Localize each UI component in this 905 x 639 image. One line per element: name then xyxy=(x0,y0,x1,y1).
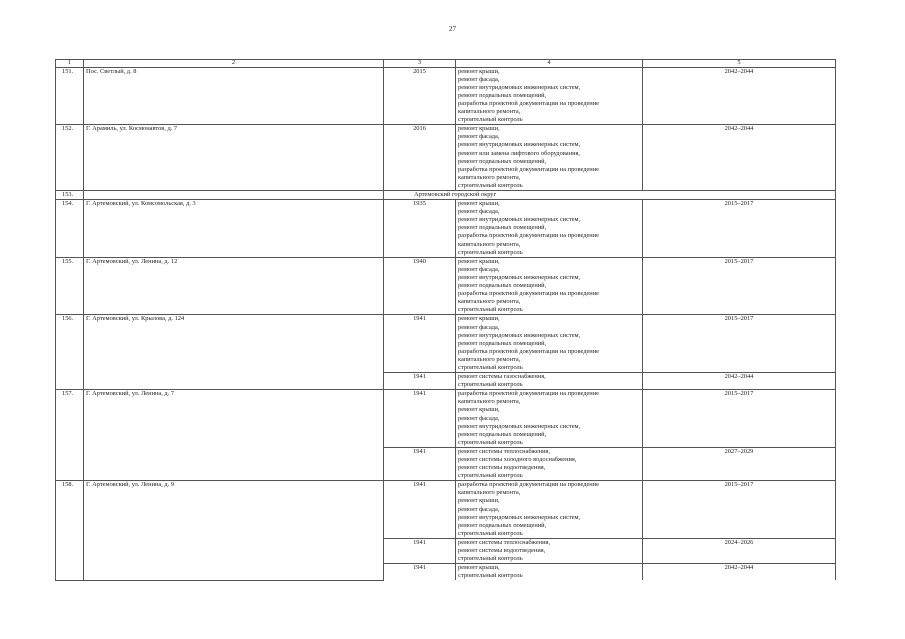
work-item: строительный контроль xyxy=(458,381,523,389)
table-row xyxy=(56,67,836,125)
period-cell: 2042–2044 xyxy=(643,373,836,390)
period-cell: 2042–2044 xyxy=(643,564,836,581)
page-number: 27 xyxy=(449,25,456,33)
work-item: ремонт системы газоснабжения, xyxy=(458,373,546,381)
table-row xyxy=(56,390,836,448)
row-number: 152. xyxy=(56,125,84,191)
table-row xyxy=(56,257,836,315)
work-item: ремонт крыши, xyxy=(458,497,500,505)
work-item: капитального ремонта, xyxy=(458,298,521,306)
period-cell: 2015–2017 xyxy=(643,200,836,258)
column-number-4: 4 xyxy=(456,60,643,68)
work-item: ремонт подвальных помещений, xyxy=(458,339,547,347)
work-item: строительный контроль xyxy=(458,572,523,580)
table-row xyxy=(56,125,836,191)
works-cell xyxy=(456,373,643,390)
row-number: 154. xyxy=(56,200,84,258)
work-item: ремонт крыши, xyxy=(458,315,500,323)
address-cell: Пос. Светлый, д. 8 xyxy=(84,67,384,125)
period-cell: 2015–2017 xyxy=(643,481,836,539)
row-number: 155. xyxy=(56,257,84,315)
work-item: разработка проектной документации на проведение xyxy=(458,99,599,107)
period-cell: 2042–2044 xyxy=(643,67,836,125)
work-item: ремонт внутридомовых инженерных систем, xyxy=(458,422,581,430)
period-cell: 2015–2017 xyxy=(643,390,836,448)
address-cell: Г. Артемовский, ул. Ленина, д. 12 xyxy=(84,257,384,315)
work-item: разработка проектной документации на проведение xyxy=(458,232,599,240)
work-item: ремонт крыши, xyxy=(458,257,500,265)
works-cell xyxy=(456,125,643,191)
year-cell: 2015 xyxy=(384,67,456,125)
period-cell: 2015–2017 xyxy=(643,257,836,315)
year-cell: 1941 xyxy=(384,481,456,539)
work-item: ремонт фасада, xyxy=(458,133,500,141)
district-name: Артемовский городской округ xyxy=(384,191,836,200)
works-cell xyxy=(456,257,643,315)
works-cell xyxy=(456,481,643,539)
work-item: капитального ремонта, xyxy=(458,108,521,116)
works-cell xyxy=(456,447,643,480)
year-cell: 1941 xyxy=(384,373,456,390)
address-cell: Г. Артемовский, ул. Крылова, д. 124 xyxy=(84,315,384,390)
repair-schedule-table xyxy=(55,59,836,581)
work-item: ремонт системы теплоснабжения, xyxy=(458,538,551,546)
period-cell: 2015–2017 xyxy=(643,315,836,373)
row-number: 151. xyxy=(56,67,84,125)
works-cell xyxy=(456,200,643,258)
work-item: ремонт или замена лифтового оборудования, xyxy=(458,149,581,157)
work-item: строительный контроль xyxy=(458,438,523,446)
work-item: ремонт подвальных помещений, xyxy=(458,430,547,438)
work-item: ремонт внутридомовых инженерных систем, xyxy=(458,273,581,281)
work-item: ремонт подвальных помещений, xyxy=(458,282,547,290)
work-item: разработка проектной документации на проведение xyxy=(458,347,599,355)
work-item: ремонт внутридомовых инженерных систем, xyxy=(458,513,581,521)
row-number: 157. xyxy=(56,390,84,481)
work-item: разработка проектной документации на проведение xyxy=(458,390,599,398)
work-item: разработка проектной документации на проведение xyxy=(458,290,599,298)
work-item: ремонт фасада, xyxy=(458,505,500,513)
year-cell: 2016 xyxy=(384,125,456,191)
work-item: ремонт подвальных помещений, xyxy=(458,157,547,165)
period-cell: 2024–2026 xyxy=(643,538,836,563)
year-cell: 1941 xyxy=(384,315,456,373)
work-item: строительный контроль xyxy=(458,529,523,537)
address-cell: Г. Артемовский, ул. Ленина, д. 9 xyxy=(84,481,384,581)
column-number-1: 1 xyxy=(56,60,84,68)
year-cell: 1941 xyxy=(384,538,456,563)
district-row xyxy=(56,191,836,200)
column-number-2: 2 xyxy=(84,60,384,68)
work-item: ремонт внутридомовых инженерных систем, xyxy=(458,83,581,91)
work-item: ремонт крыши, xyxy=(458,125,500,133)
table-body xyxy=(56,60,836,581)
work-item: капитального ремонта, xyxy=(458,355,521,363)
work-item: строительный контроль xyxy=(458,116,523,124)
work-item: капитального ремонта, xyxy=(458,173,521,181)
address-cell xyxy=(84,191,384,200)
work-item: ремонт крыши, xyxy=(458,200,500,208)
work-item: ремонт фасада, xyxy=(458,208,500,216)
works-cell xyxy=(456,564,643,581)
period-cell: 2027–2029 xyxy=(643,447,836,480)
work-item: разработка проектной документации на проведение xyxy=(458,481,599,489)
work-item: разработка проектной документации на проведение xyxy=(458,165,599,173)
work-item: строительный контроль xyxy=(458,306,523,314)
address-cell: Г. Арамиль, ул. Космонавтов, д. 7 xyxy=(84,125,384,191)
work-item: ремонт фасада, xyxy=(458,323,500,331)
work-item: ремонт фасада, xyxy=(458,414,500,422)
works-cell xyxy=(456,67,643,125)
work-item: строительный контроль xyxy=(458,555,523,563)
work-item: ремонт подвальных помещений, xyxy=(458,521,547,529)
works-cell xyxy=(456,390,643,448)
column-number-row xyxy=(56,60,836,68)
column-number-3: 3 xyxy=(384,60,456,68)
work-item: ремонт системы водоотведения, xyxy=(458,547,546,555)
year-cell: 1935 xyxy=(384,200,456,258)
year-cell: 1941 xyxy=(384,564,456,581)
work-item: ремонт системы холодного водоснабжения, xyxy=(458,456,577,463)
work-item: капитального ремонта, xyxy=(458,398,521,406)
work-item: ремонт крыши, xyxy=(458,67,500,75)
work-item: ремонт системы теплоснабжения, xyxy=(458,447,551,455)
works-cell xyxy=(456,538,643,563)
work-item: ремонт фасада, xyxy=(458,265,500,273)
work-item: ремонт внутридомовых инженерных систем, xyxy=(458,216,581,224)
work-item: строительный контроль xyxy=(458,181,523,189)
year-cell: 1941 xyxy=(384,390,456,448)
year-cell: 1940 xyxy=(384,257,456,315)
period-cell: 2042–2044 xyxy=(643,125,836,191)
address-cell: Г. Артемовский, ул. Комсомольская, д. 3 xyxy=(84,200,384,258)
work-item: ремонт внутридомовых инженерных систем, xyxy=(458,331,581,339)
work-item: капитального ремонта, xyxy=(458,240,521,248)
row-number: 158. xyxy=(56,481,84,581)
work-item: строительный контроль xyxy=(458,363,523,371)
work-item: строительный контроль xyxy=(458,248,523,256)
table-row xyxy=(56,315,836,373)
column-number-5: 5 xyxy=(643,60,836,68)
work-item: капитального ремонта, xyxy=(458,489,521,497)
work-item: ремонт подвальных помещений, xyxy=(458,224,547,232)
table-row xyxy=(56,481,836,539)
work-item: ремонт системы водоотведения, xyxy=(458,464,546,472)
table-row xyxy=(56,200,836,258)
row-number: 156. xyxy=(56,315,84,390)
address-cell: Г. Артемовский, ул. Ленина, д. 7 xyxy=(84,390,384,481)
year-cell: 1941 xyxy=(384,447,456,480)
work-item: ремонт крыши, xyxy=(458,406,500,414)
work-item: ремонт внутридомовых инженерных систем, xyxy=(458,141,581,149)
row-number: 153. xyxy=(56,191,84,200)
work-item: строительный контроль xyxy=(458,472,523,480)
work-item: ремонт крыши, xyxy=(458,564,500,572)
work-item: ремонт фасада, xyxy=(458,75,500,83)
works-cell xyxy=(456,315,643,373)
work-item: ремонт подвальных помещений, xyxy=(458,91,547,99)
